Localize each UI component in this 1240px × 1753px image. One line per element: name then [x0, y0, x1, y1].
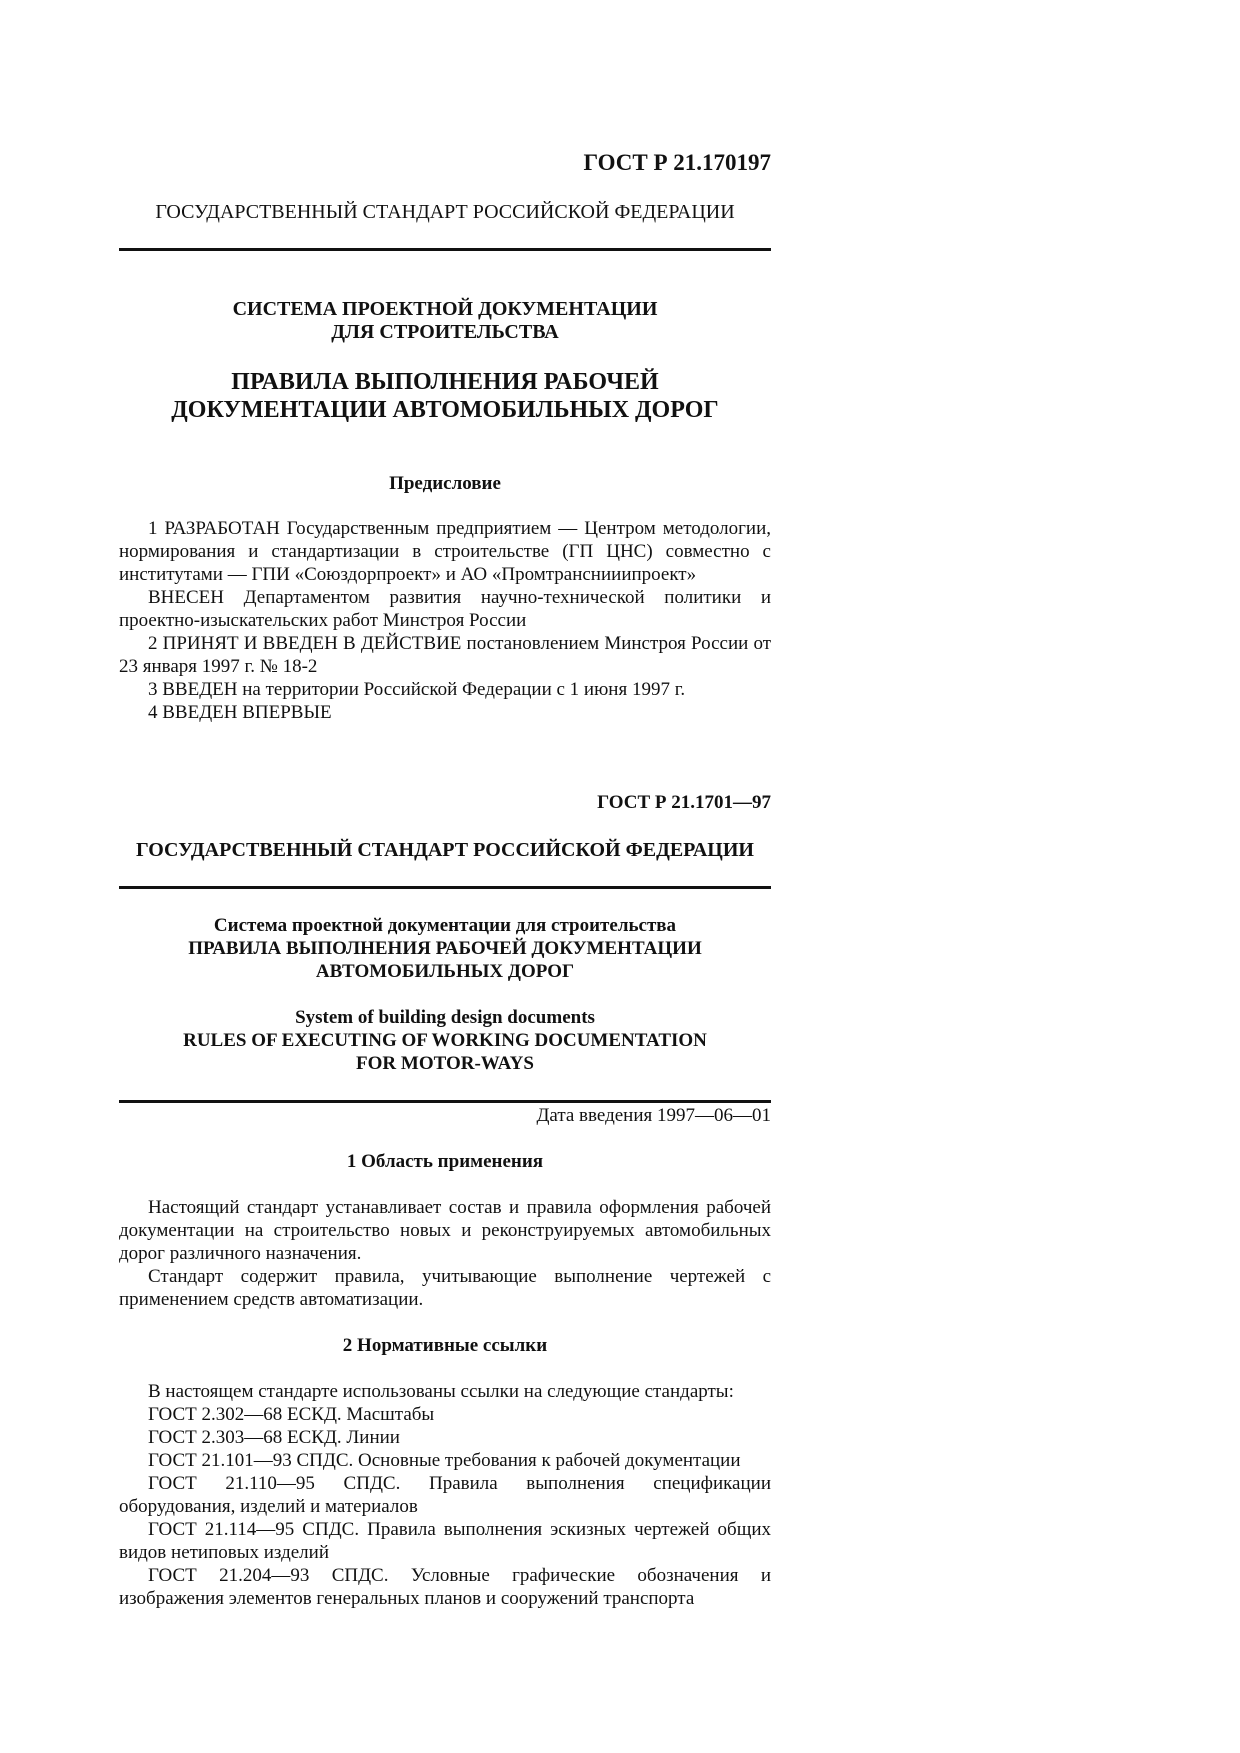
section2-body [119, 1380, 771, 1610]
standard-en-title-line-2: FOR MOTOR-WAYS [356, 1053, 534, 1074]
standard-doc-number: ГОСТ Р 21.1701—97 [597, 792, 771, 813]
standard-ru-title [119, 914, 771, 983]
normative-reference: ГОСТ 2.303—68 ЕСКД. Линии [148, 1427, 400, 1448]
standard-divider-bottom [119, 1100, 771, 1103]
section2-intro: В настоящем стандарте использованы ссылки на следующие стандарты: [148, 1381, 734, 1402]
preface-heading: Предисловие [389, 473, 501, 494]
preface-body [119, 517, 771, 724]
normative-reference: ГОСТ 21.101—93 СПДС. Основные требования к рабочей документации [148, 1450, 741, 1471]
cover-main-title-line-2: ДОКУМЕНТАЦИИ АВТОМОБИЛЬНЫХ ДОРОГ [171, 397, 719, 423]
section1-paragraph: Стандарт содержит правила, учитывающие выполнение чертежей с применением средств автоматизации. [119, 1266, 771, 1310]
standard-ru-system: Система проектной документации для строительства [213, 915, 677, 936]
preface-paragraph: 3 ВВЕДЕН на территории Российской Федерации с 1 июня 1997 г. [148, 679, 686, 700]
normative-reference: ГОСТ 21.204—93 СПДС. Условные графические обозначения и изображения элементов генеральных планов и сооружений транспорта [119, 1565, 771, 1609]
standard-en-system: System of building design documents [295, 1007, 595, 1028]
cover-system-title-line-1: СИСТЕМА ПРОЕКТНОЙ ДОКУМЕНТАЦИИ [232, 298, 658, 320]
cover-doc-number: ГОСТ Р 21.170197 [583, 150, 771, 175]
standard-ru-title-line-1: ПРАВИЛА ВЫПОЛНЕНИЯ РАБОЧЕЙ ДОКУМЕНТАЦИИ [188, 938, 702, 959]
normative-reference: ГОСТ 21.110—95 СПДС. Правила выполнения спецификации оборудования, изделий и материалов [119, 1473, 771, 1517]
cover-state-standard: ГОСУДАРСТВЕННЫЙ СТАНДАРТ РОССИЙСКОЙ ФЕДЕРАЦИИ [155, 201, 735, 223]
cover-system-title [119, 298, 771, 344]
standard-en-title-line-1: RULES OF EXECUTING OF WORKING DOCUMENTATION [183, 1030, 707, 1051]
date-of-introduction: Дата введения 1997—06—01 [536, 1105, 771, 1126]
standard-ru-title-line-2: АВТОМОБИЛЬНЫХ ДОРОГ [315, 961, 575, 982]
cover-divider [119, 248, 771, 251]
standard-state-standard: ГОСУДАРСТВЕННЫЙ СТАНДАРТ РОССИЙСКОЙ ФЕДЕРАЦИИ [136, 839, 754, 861]
cover-main-title [119, 368, 771, 424]
cover-system-title-line-2: ДЛЯ СТРОИТЕЛЬСТВА [331, 321, 559, 343]
normative-reference: ГОСТ 21.114—95 СПДС. Правила выполнения эскизных чертежей общих видов нетиповых изделий [119, 1519, 771, 1563]
preface-paragraph: 2 ПРИНЯТ И ВВЕДЕН В ДЕЙСТВИЕ постановлением Минстроя России от 23 января 1997 г. № 18-2 [119, 633, 771, 677]
section1-heading: 1 Область применения [346, 1151, 544, 1172]
preface-paragraph: 4 ВВЕДЕН ВПЕРВЫЕ [148, 702, 332, 723]
cover-main-title-line-1: ПРАВИЛА ВЫПОЛНЕНИЯ РАБОЧЕЙ [231, 369, 659, 395]
section1-paragraph: Настоящий стандарт устанавливает состав и правила оформления рабочей документации на строительство новых и реконструируемых автомобильных дорог различного назначения. [119, 1197, 771, 1264]
standard-en-title [119, 1006, 771, 1075]
normative-reference: ГОСТ 2.302—68 ЕСКД. Масштабы [148, 1404, 435, 1425]
section2-heading: 2 Нормативные ссылки [342, 1335, 548, 1356]
standard-divider-top [119, 886, 771, 889]
section1-body [119, 1196, 771, 1311]
preface-paragraph: 1 РАЗРАБОТАН Государственным предприятием — Центром методологии, нормирования и стандартизации в строительстве (ГП ЦНС) совместно с институтами — ГПИ «Союздорпроект» и АО «Промтранснииипроект» [119, 518, 771, 585]
preface-paragraph: ВНЕСЕН Департаментом развития научно-технической политики и проектно-изыскательских работ Минстроя России [119, 587, 771, 631]
